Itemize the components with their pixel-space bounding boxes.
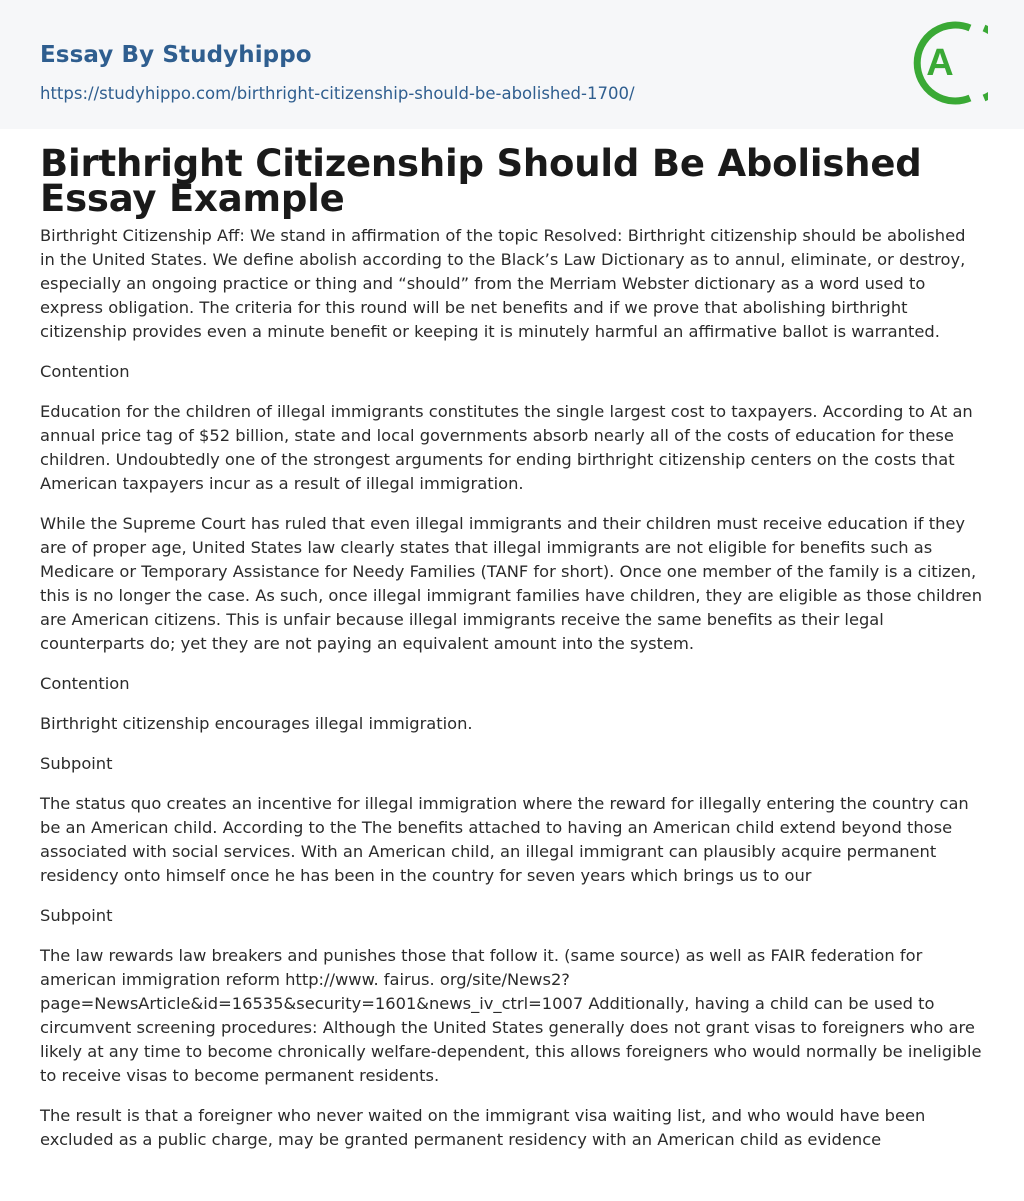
paragraph-law-rewards: The law rewards law breakers and punishes those that follow it. (same source) as well as FAIR federation for american immigration reform http://www. fairus. org/site/News2?page=NewsArticle&id=16535&security=1601&news_iv_ctrl=1007 Additionally, having a child can be used to circumvent screening procedures: Although the United States generally does not grant visas to foreigners who are likely at any time to become chronically welfare-dependent, this allows foreigners who would normally be ineligible to receive visas to become permanent residents. <box>40 946 982 1085</box>
heading-contention-1: Contention <box>40 362 130 381</box>
studyhippo-logo-icon[interactable] <box>908 18 988 108</box>
paragraph-intro: Birthright Citizenship Aff: We stand in affirmation of the topic Resolved: Birthright citizenship should be abolished in the United States. We define abolish according to the Black’s Law Dictionary as to annul, eliminate, or destroy, especially an ongoing practice or thing and “should” from the Merriam Webster dictionary as a word used to express obligation. The criteria for this round will be net benefits and if we prove that abolishing birthright citizenship provides even a minute benefit or keeping it is minutely harmful an affirmative ballot is warranted. <box>40 226 966 341</box>
paragraph-education-cost: Education for the children of illegal immigrants constitutes the single largest cost to taxpayers. According to At an annual price tag of $52 billion, state and local governments absorb nearly all of the costs of education for these children. Undoubtedly one of the strongest arguments for ending birthright citizenship centers on the costs that American taxpayers incur as a result of illegal immigration. <box>40 402 973 493</box>
paragraph-result: The result is that a foreigner who never waited on the immigrant visa waiting list, and who would have been excluded as a public charge, may be granted permanent residency with an American child as evidence <box>40 1106 926 1149</box>
article-url-link[interactable]: https://studyhippo.com/birthright-citizenship-should-be-abolished-1700/ <box>40 84 635 103</box>
article-body <box>40 142 984 1168</box>
site-header <box>0 0 1024 129</box>
logo-letter: A <box>926 42 954 84</box>
article-title: Birthright Citizenship Should Be Abolished Essay Example <box>40 142 922 220</box>
paragraph-encourages-immigration: Birthright citizenship encourages illegal immigration. <box>40 714 473 733</box>
site-brand[interactable]: Essay By Studyhippo <box>40 42 312 68</box>
heading-contention-2: Contention <box>40 674 130 693</box>
paragraph-supreme-court: While the Supreme Court has ruled that even illegal immigrants and their children must receive education if they are of proper age, United States law clearly states that illegal immigrants are not eligible for benefits such as Medicare or Temporary Assistance for Needy Families (TANF for short). Once one member of the family is a citizen, this is no longer the case. As such, once illegal immigrant families have children, they are eligible as those children are American citizens. This is unfair because illegal immigrants receive the same benefits as their legal counterparts do; yet they are not paying an equivalent amount into the system. <box>40 514 983 653</box>
heading-subpoint-1: Subpoint <box>40 754 113 773</box>
paragraph-status-quo: The status quo creates an incentive for illegal immigration where the reward for illegally entering the country can be an American child. According to the The benefits attached to having an American child extend beyond those associated with social services. With an American child, an illegal immigrant can plausibly acquire permanent residency onto himself once he has been in the country for seven years which brings us to our <box>40 794 969 885</box>
heading-subpoint-2: Subpoint <box>40 906 113 925</box>
